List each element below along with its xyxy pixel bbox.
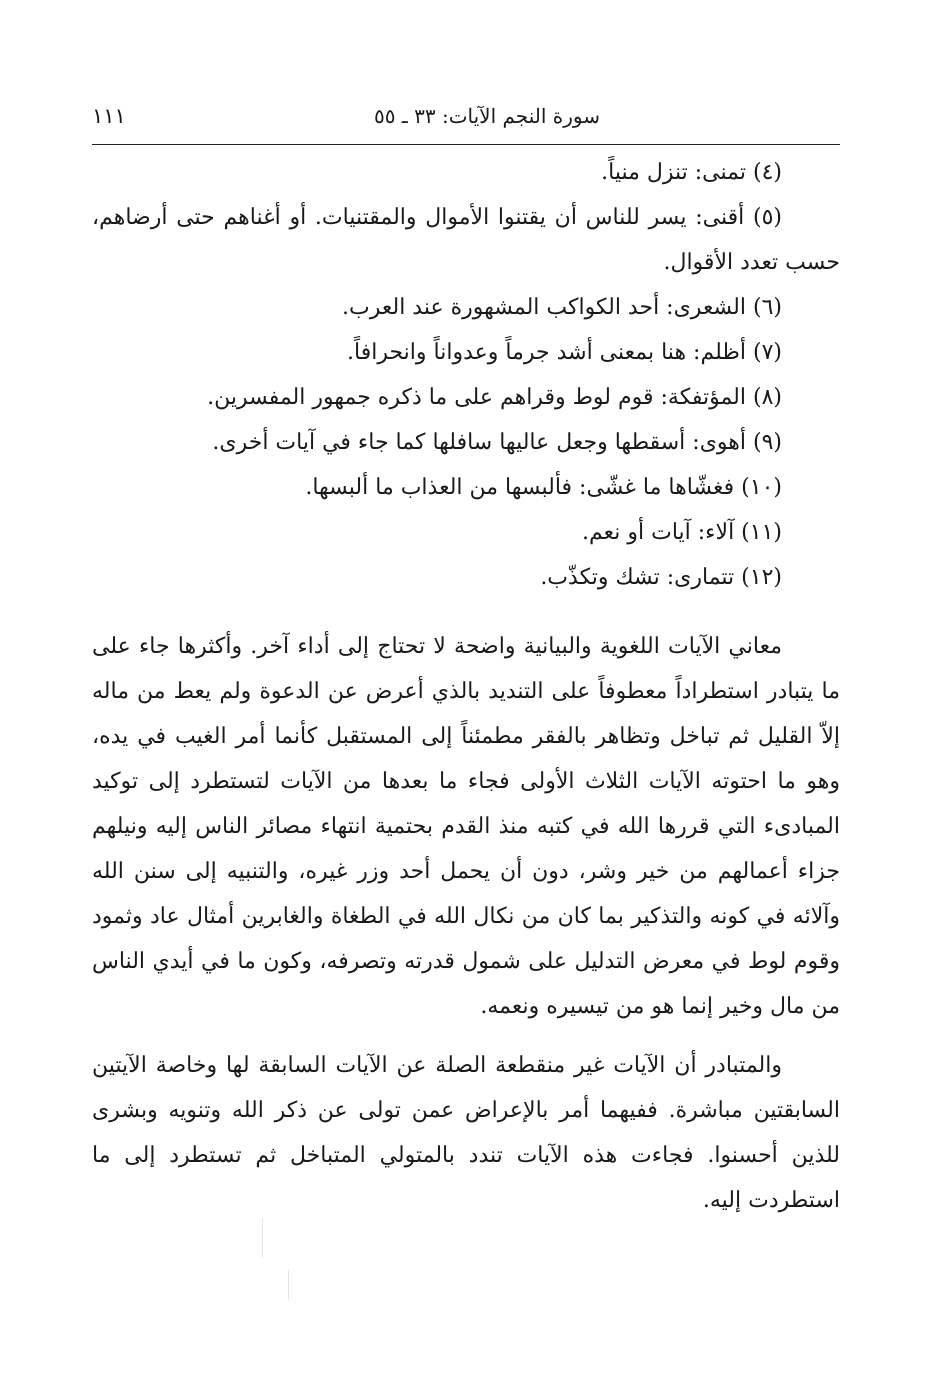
scan-mark [262,1218,263,1258]
commentary-paragraph-1: معاني الآيات اللغوية والبيانية واضحة لا تحتاج إلى أداء آخر. وأكثرها جاء على ما يتبادر استطراداً معطوفاً على التنديد بالذي أعرض عن الدعوة ولم يعط من ماله إلاّ القليل ثم تباخل وتظاهر بالفقر مطمئناً إلى المستقبل كأنما أمر الغيب في يده، وهو ما احتوته الآيات الثلاث الأولى فجاء ما بعدها من الآيات لتستطرد إلى توكيد المبادىء التي قررها الله في كتبه منذ القدم بحتمية انتهاء مصائر الناس إليه ونيلهم جزاء أعمالهم من خير وشر، دون أن يحمل أحد وزر غيره، والتنبيه إلى سنن الله وآلائه في كونه والتذكير بما كان من نكال الله في الطغاة والغابرين أمثال عاد وثمود وقوم لوط في معرض التدليل على شمول قدرته وتصرفه، وكون ما في أيدي الناس من مال وخير إنما هو من تيسيره ونعمه. [92,634,840,1019]
note-7: (٧) أظلم: هنا بمعنى أشد جرماً وعدواناً وانحرافاً. [347,340,782,365]
header-rule [92,144,840,145]
note-5: (٥) أقنى: يسر للناس أن يقتنوا الأموال والمقتنيات. أو أغناهم حتى أرضاهم، حسب تعدد الأقوال. [92,205,840,275]
note-8: (٨) المؤتفكة: قوم لوط وقراهم على ما ذكره جمهور المفسرين. [207,385,782,410]
note-4: (٤) تمنى: تنزل منياً. [601,160,782,185]
commentary-paragraph-2: والمتبادر أن الآيات غير منقطعة الصلة عن الآيات السابقة لها وخاصة الآيتين السابقتين مباشرة. ففيهما أمر بالإعراض عمن تولى عن ذكر الله وتنويه وبشرى للذين أحسنوا. فجاءت هذه الآيات تندد بالمتولي المتباخل ثم تستطرد إلى ما استطردت إليه. [92,1053,840,1213]
scan-mark [288,1270,289,1300]
footnotes-list [92,150,840,600]
note-11: (١١) آلاء: آيات أو نعم. [582,520,782,545]
page-header [92,98,840,138]
running-title: سورة النجم الآيات: ٣٣ ـ ٥٥ [374,104,600,128]
page-body [92,150,840,1237]
note-10: (١٠) فغشّاها ما غشّى: فألبسها من العذاب ما ألبسها. [305,475,782,500]
note-9: (٩) أهوى: أسقطها وجعل عاليها سافلها كما جاء في آيات أخرى. [212,430,782,455]
note-12: (١٢) تتمارى: تشك وتكذّب. [540,565,782,590]
page-number: ١١١ [92,104,126,128]
note-6: (٦) الشعرى: أحد الكواكب المشهورة عند العرب. [342,295,782,320]
